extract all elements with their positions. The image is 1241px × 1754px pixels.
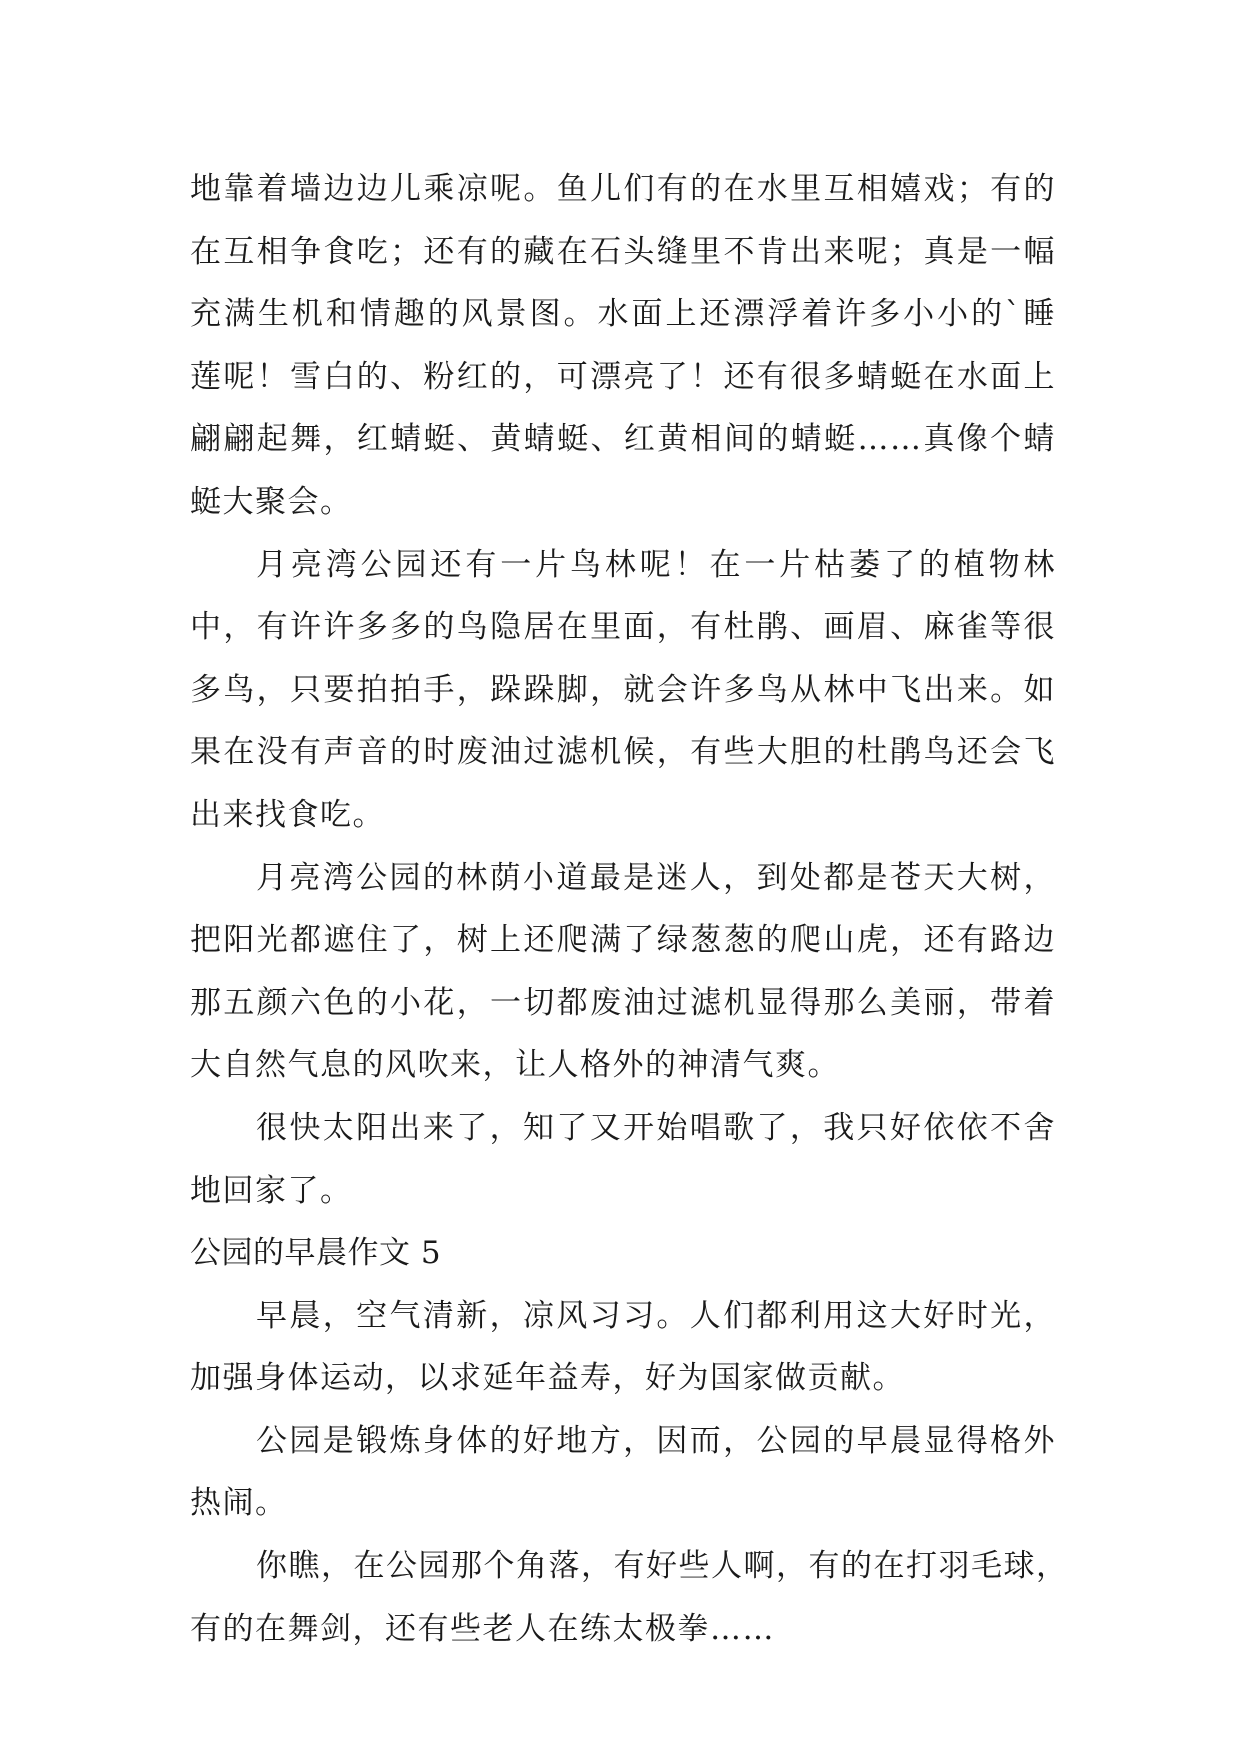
text-line: 多鸟，只要拍拍手，跺跺脚，就会许多鸟从林中飞出来。如: [190, 671, 1056, 708]
text-line: 莲呢！雪白的、粉红的，可漂亮了！还有很多蜻蜓在水面上: [190, 358, 1056, 395]
paragraph-first-line: 月亮湾公园还有一片鸟林呢！在一片枯萎了的植物林: [256, 546, 1056, 583]
text-line: 在互相争食吃；还有的藏在石头缝里不肯出来呢；真是一幅: [190, 233, 1056, 270]
paragraph-first-line: 月亮湾公园的林荫小道最是迷人，到处都是苍天大树，: [256, 859, 1056, 896]
text-line: 中，有许许多多的鸟隐居在里面，有杜鹃、画眉、麻雀等很: [190, 609, 1056, 646]
text-line: 热闹。: [190, 1485, 288, 1522]
document-body: [190, 158, 1069, 1660]
text-line: 把阳光都遮住了，树上还爬满了绿葱葱的爬山虎，还有路边: [190, 922, 1056, 959]
text-line: 地回家了。: [190, 1172, 353, 1209]
text-line: 加强身体运动，以求延年益寿，好为国家做贡献。: [190, 1360, 905, 1397]
text-line: 蜓大聚会。: [190, 483, 353, 520]
paragraph-first-line: 早晨，空气清新，凉风习习。人们都利用这大好时光，: [256, 1297, 1056, 1334]
text-line: 大自然气息的风吹来，让人格外的神清气爽。: [190, 1047, 840, 1084]
section-heading: 公园的早晨作文 5: [190, 1235, 442, 1272]
paragraph-first-line: 很快太阳出来了，知了又开始唱歌了，我只好依依不舍: [256, 1109, 1056, 1146]
text-line: 出来找食吃。: [190, 796, 385, 833]
text-line: 那五颜六色的小花，一切都废油过滤机显得那么美丽，带着: [190, 984, 1056, 1021]
paragraph-first-line: 公园是锻炼身体的好地方，因而，公园的早晨显得格外: [256, 1422, 1056, 1459]
text-line: 翩翩起舞，红蜻蜓、黄蜻蜓、红黄相间的蜻蜓……真像个蜻: [190, 421, 1056, 458]
text-line: 充满生机和情趣的风景图。水面上还漂浮着许多小小的`睡: [190, 296, 1056, 333]
text-line: 地靠着墙边边儿乘凉呢。鱼儿们有的在水里互相嬉戏；有的: [190, 171, 1056, 207]
paragraph-first-line: 你瞧，在公园那个角落，有好些人啊，有的在打羽毛球，: [256, 1548, 1069, 1585]
text-line: 有的在舞剑，还有些老人在练太极拳……: [190, 1610, 775, 1647]
text-line: 果在没有声音的时废油过滤机候，有些大胆的杜鹃鸟还会飞: [190, 734, 1056, 771]
